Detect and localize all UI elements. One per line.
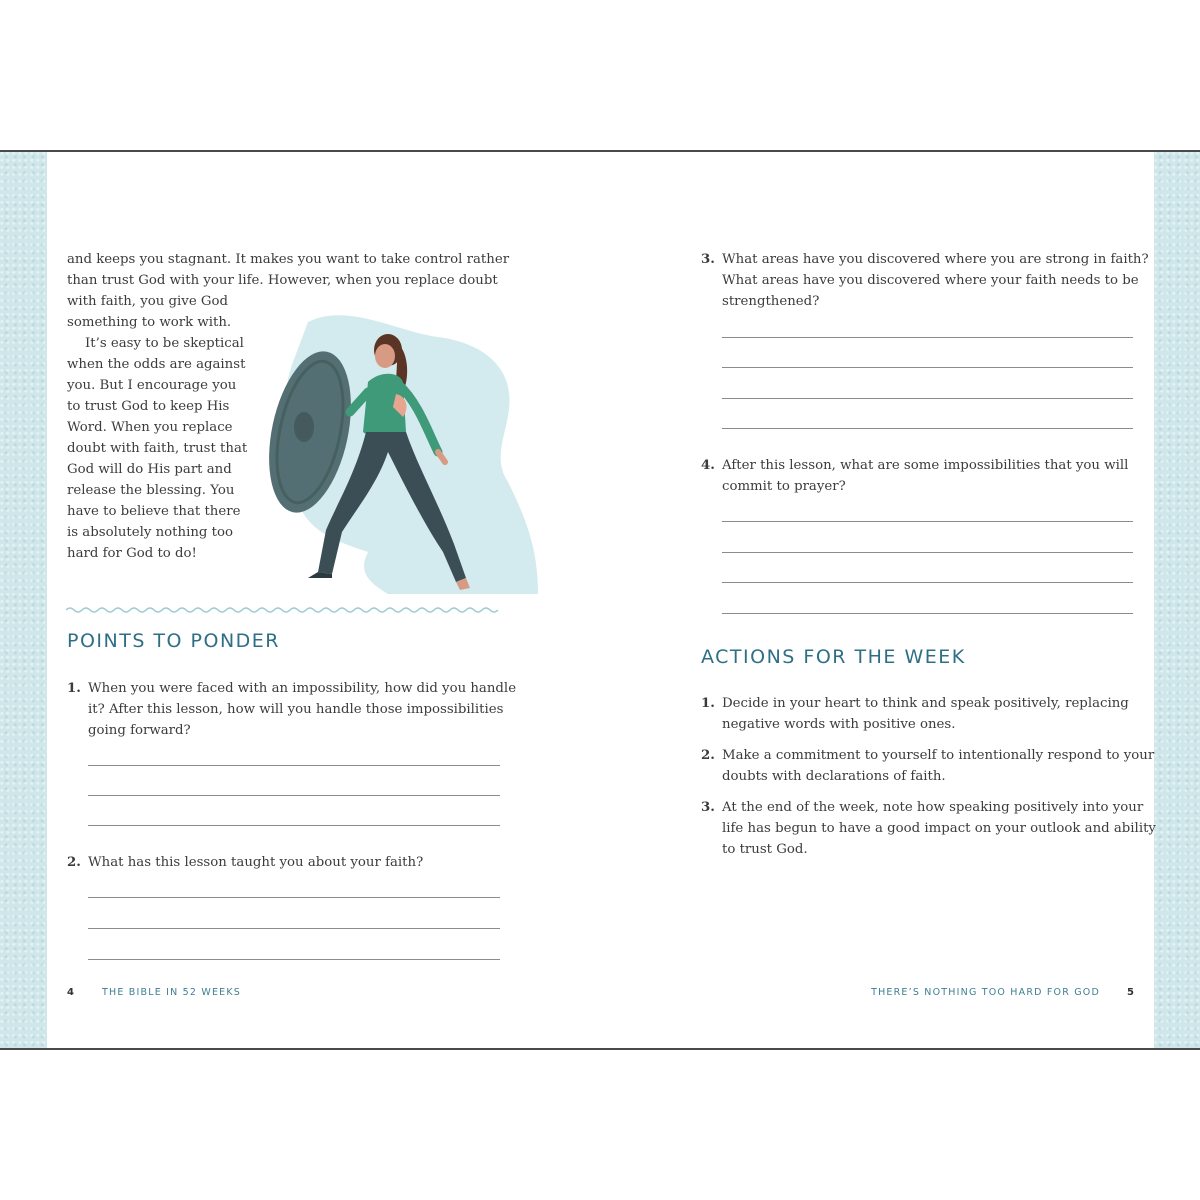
question-1 <box>67 678 517 741</box>
question-line: What areas have you discovered where you are strong in faith? <box>722 252 1149 267</box>
points-to-ponder-heading: POINTS TO PONDER <box>67 630 280 652</box>
paragraph-line: when the odds are against <box>67 357 246 372</box>
right-page-number: 5 <box>1127 987 1134 998</box>
writing-line[interactable] <box>722 552 1133 553</box>
question-number: 3. <box>701 252 715 267</box>
left-running-title: THE BIBLE IN 52 WEEKS <box>102 987 242 998</box>
paragraph-line: is absolutely nothing too <box>67 525 233 540</box>
question-number: 1. <box>67 681 81 696</box>
paragraph-line: have to believe that there <box>67 504 241 519</box>
paragraph-line: It’s easy to be skeptical <box>85 336 244 351</box>
writing-line[interactable] <box>722 582 1133 583</box>
writing-line[interactable] <box>88 959 500 960</box>
question-3 <box>701 249 1149 312</box>
question-line: When you were faced with an impossibility, how did you handle <box>88 681 517 696</box>
question-line: After this lesson, what are some impossibilities that you will <box>722 458 1129 473</box>
writing-line[interactable] <box>722 428 1133 429</box>
wavy-divider <box>66 606 500 614</box>
question-2 <box>67 852 507 873</box>
question-number: 2. <box>67 855 81 870</box>
paragraph-line: release the blessing. You <box>67 483 235 498</box>
right-running-title: THERE’S NOTHING TOO HARD FOR GOD <box>871 987 1100 998</box>
paragraph-line: and keeps you stagnant. It makes you want to take control rather <box>67 252 510 267</box>
action-line: to trust God. <box>722 842 808 857</box>
question-line: strengthened? <box>722 294 820 309</box>
paragraph-line: to trust God to keep His <box>67 399 230 414</box>
paragraph-line: Word. When you replace <box>67 420 233 435</box>
action-line: life has begun to have a good impact on your outlook and ability <box>722 821 1156 836</box>
question-line: What areas have you discovered where your faith needs to be <box>722 273 1139 288</box>
paragraph-line: something to work with. <box>67 315 232 330</box>
left-page-number: 4 <box>67 987 74 998</box>
writing-line[interactable] <box>88 897 500 898</box>
action-number: 3. <box>701 800 715 815</box>
paragraph-line: doubt with faith, trust that <box>67 441 248 456</box>
intro-paragraph <box>67 249 510 564</box>
writing-line[interactable] <box>722 398 1133 399</box>
action-line: Make a commitment to yourself to intentionally respond to your <box>722 748 1155 763</box>
question-line: it? After this lesson, how will you handle those impossibilities <box>88 702 504 717</box>
action-line: negative words with positive ones. <box>722 717 956 732</box>
writing-line[interactable] <box>722 367 1133 368</box>
action-number: 1. <box>701 696 715 711</box>
writing-line[interactable] <box>88 825 500 826</box>
action-2 <box>701 745 1155 787</box>
question-4 <box>701 455 1141 497</box>
action-number: 2. <box>701 748 715 763</box>
writing-line[interactable] <box>722 337 1133 338</box>
paragraph-line: than trust God with your life. However, when you replace doubt <box>67 273 498 288</box>
writing-line[interactable] <box>722 521 1133 522</box>
action-line: At the end of the week, note how speaking positively into your <box>722 800 1144 815</box>
actions-for-the-week-heading: ACTIONS FOR THE WEEK <box>701 646 966 668</box>
question-number: 4. <box>701 458 715 473</box>
paragraph-line: you. But I encourage you <box>67 378 237 393</box>
question-line: going forward? <box>88 723 191 738</box>
right-page-edge <box>1154 152 1200 1048</box>
paragraph-line: with faith, you give God <box>67 294 229 309</box>
question-line: What has this lesson taught you about your faith? <box>88 855 424 870</box>
paragraph-line: God will do His part and <box>67 462 232 477</box>
action-1 <box>701 693 1141 735</box>
paragraph-line: hard for God to do! <box>67 546 197 561</box>
left-page-edge <box>0 152 47 1048</box>
writing-line[interactable] <box>722 613 1133 614</box>
writing-line[interactable] <box>88 795 500 796</box>
action-3 <box>701 797 1156 860</box>
book-spread <box>0 150 1200 1050</box>
action-line: Decide in your heart to think and speak positively, replacing <box>722 696 1129 711</box>
action-line: doubts with declarations of faith. <box>722 769 946 784</box>
writing-line[interactable] <box>88 928 500 929</box>
writing-line[interactable] <box>88 765 500 766</box>
question-line: commit to prayer? <box>722 479 846 494</box>
